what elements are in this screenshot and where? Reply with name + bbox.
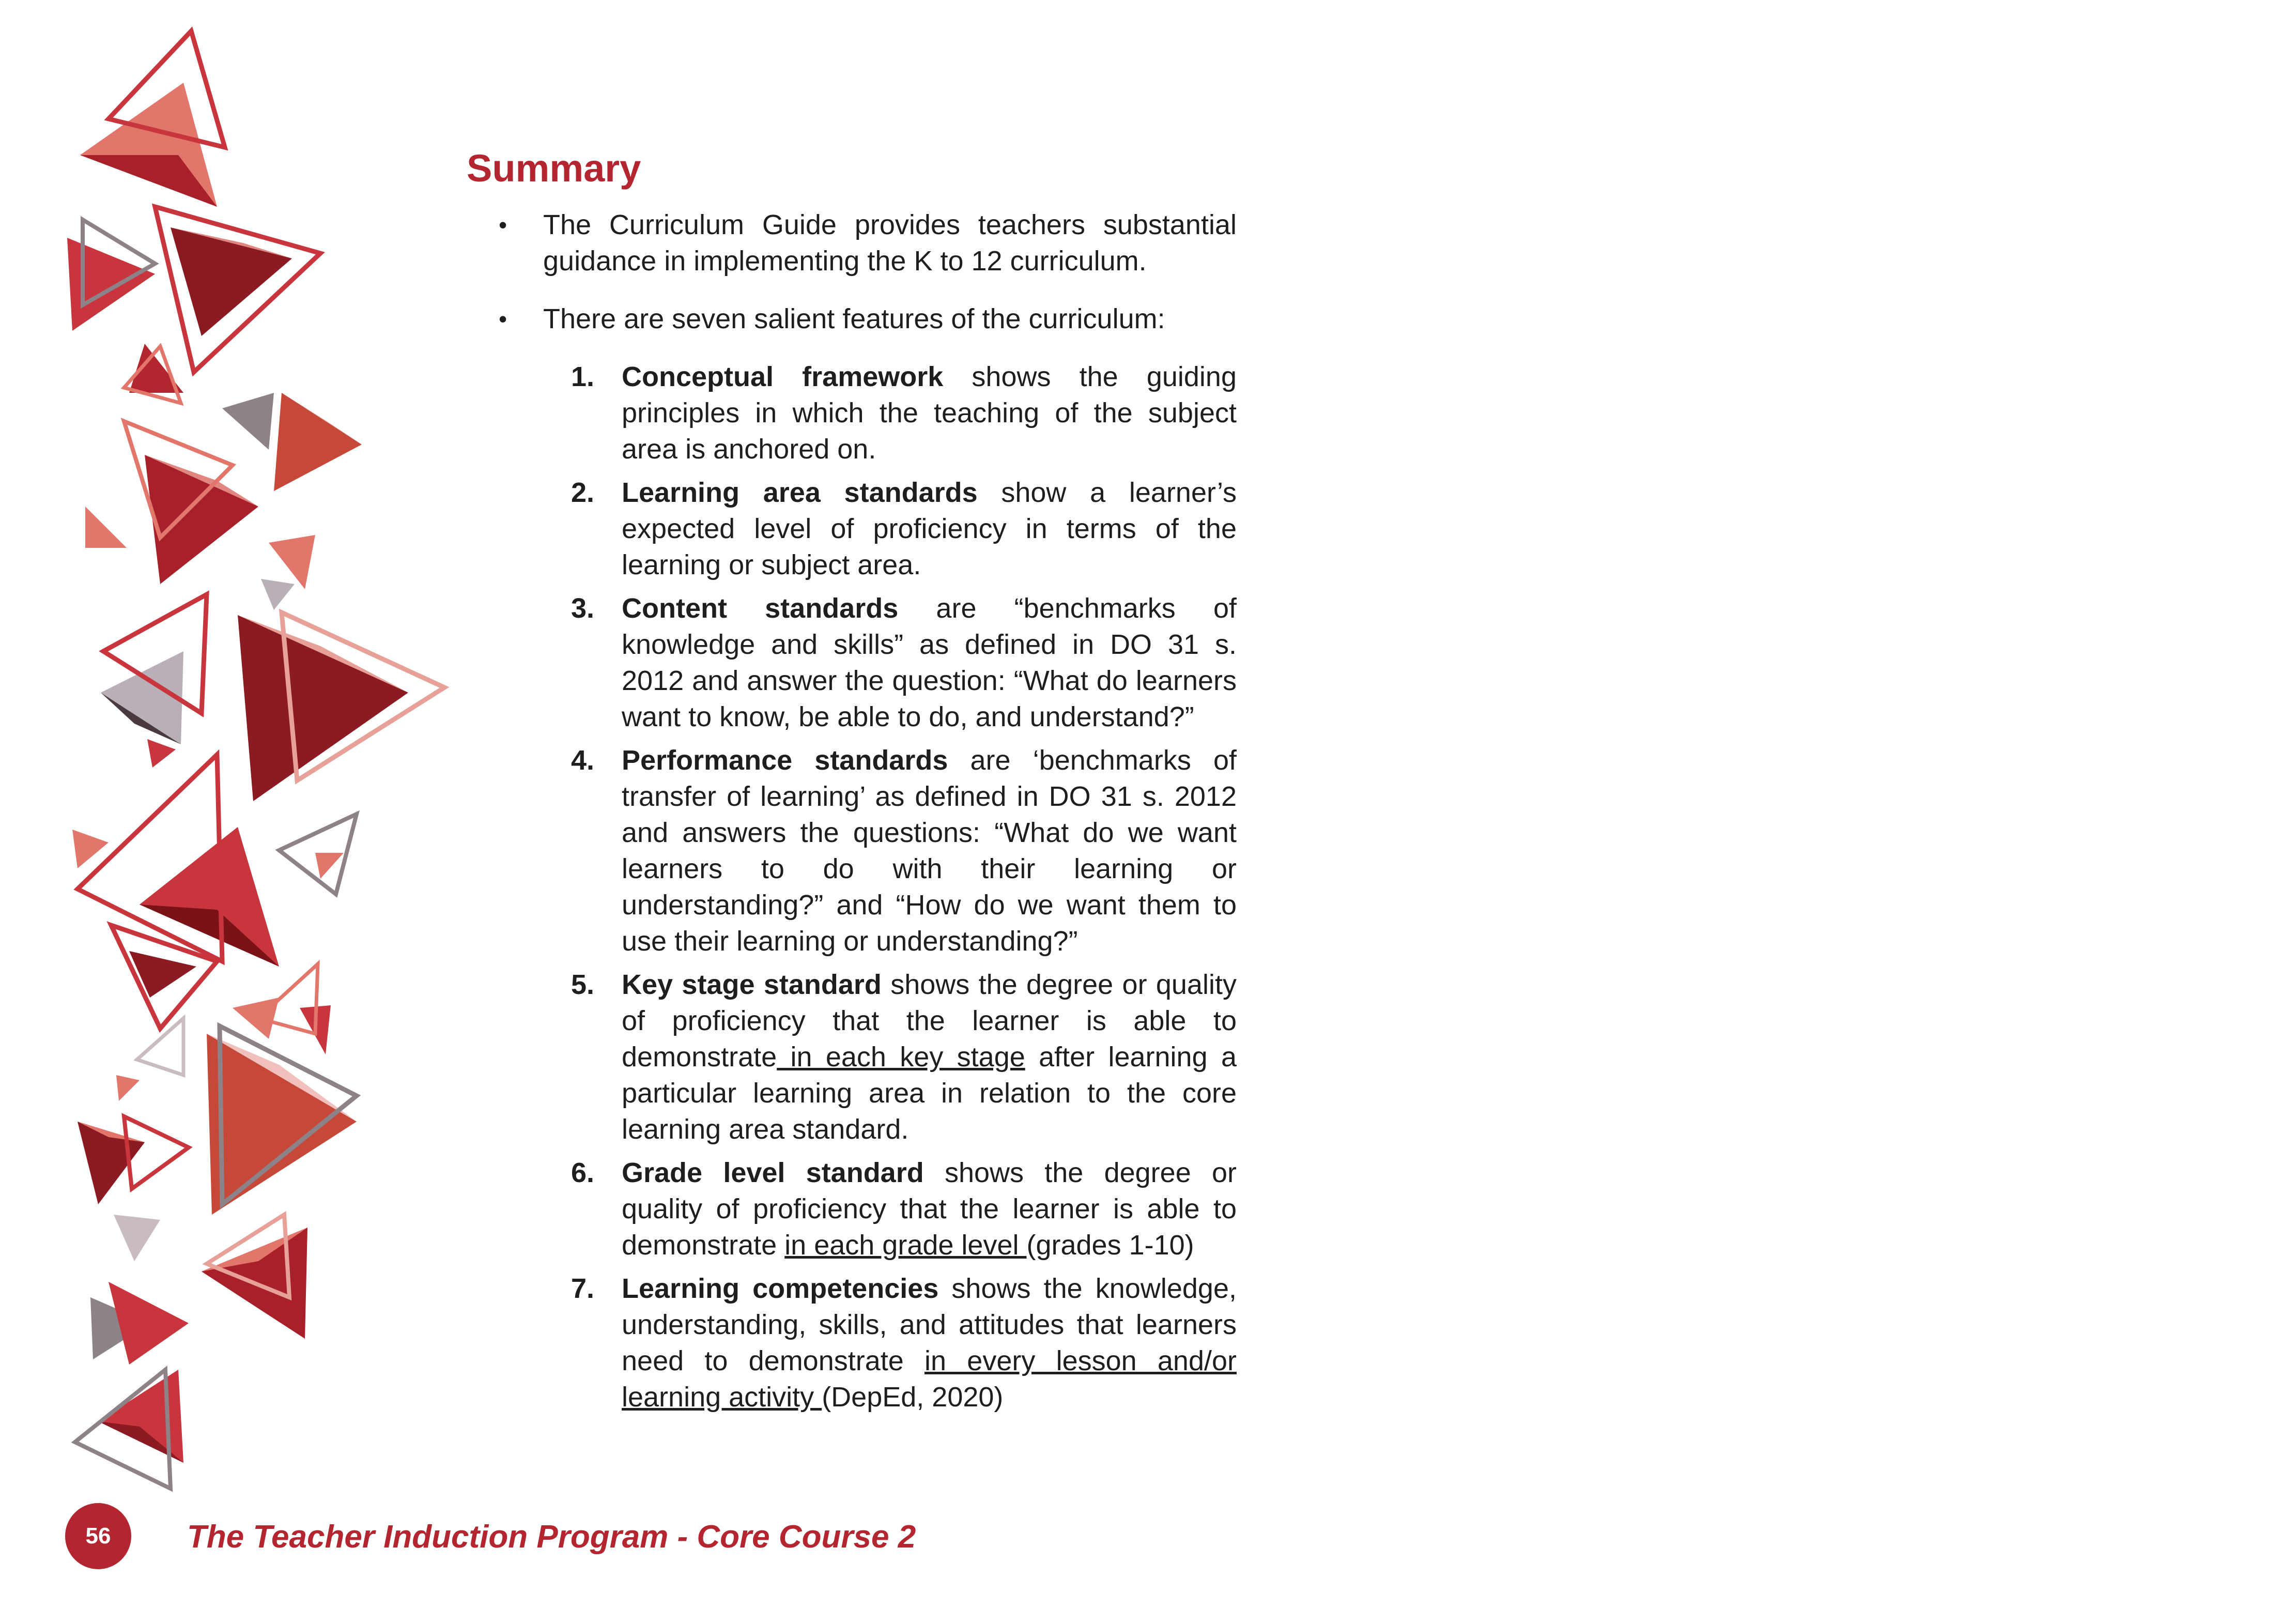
features-list bbox=[571, 359, 1237, 1415]
bullet-item bbox=[467, 207, 1237, 279]
feature-description bbox=[622, 359, 1237, 467]
feature-number: 2. bbox=[571, 477, 595, 508]
feature-description bbox=[622, 742, 1237, 959]
bullet-text: The Curriculum Guide provides teachers substantial guidance in implementing the K to 12 curriculum. bbox=[543, 209, 1237, 277]
page-heading: Summary bbox=[467, 147, 641, 190]
feature-number: 7. bbox=[571, 1273, 595, 1304]
feature-text: shows the degree or quality of proficiency that the learner is able to demonstrate bbox=[622, 969, 1237, 1073]
feature-text: are “benchmarks of knowledge and skills” as defined in DO 31 s. 2012 and answer the question: “What do learners want to know, be able to do, and understand?” bbox=[622, 593, 1237, 732]
feature-item bbox=[571, 742, 1237, 959]
feature-text: show a learner’s expected level of proficiency in terms of the learning or subject area. bbox=[622, 477, 1237, 580]
feature-item bbox=[571, 1270, 1237, 1415]
feature-text: (grades 1-10) bbox=[1026, 1230, 1194, 1261]
feature-text: shows the knowledge, understanding, skills, and attitudes that learners need to demonstrate bbox=[622, 1273, 1237, 1376]
feature-description bbox=[622, 967, 1237, 1147]
feature-number: 6. bbox=[571, 1157, 595, 1188]
footer-title: The Teacher Induction Program - Core Course 2 bbox=[187, 1519, 916, 1555]
feature-term: Learning area standards bbox=[622, 477, 978, 508]
feature-item bbox=[571, 590, 1237, 735]
feature-item bbox=[571, 474, 1237, 583]
page-number-badge bbox=[65, 1503, 131, 1569]
feature-description bbox=[622, 474, 1237, 583]
feature-term: Conceptual framework bbox=[622, 361, 944, 392]
feature-description bbox=[622, 1270, 1237, 1415]
bullet-item bbox=[467, 301, 1237, 337]
bullet-text: There are seven salient features of the curriculum: bbox=[543, 303, 1165, 334]
bullet-marker: • bbox=[499, 305, 507, 332]
summary-content bbox=[467, 207, 1237, 1422]
feature-item bbox=[571, 1155, 1237, 1263]
feature-term: Learning competencies bbox=[622, 1273, 939, 1304]
underlined-phrase: in each key stage bbox=[777, 1041, 1025, 1073]
feature-item bbox=[571, 967, 1237, 1147]
feature-description bbox=[622, 590, 1237, 735]
feature-number: 4. bbox=[571, 745, 595, 776]
feature-text: shows the degree or quality of proficiency that the learner is able to demonstrate bbox=[622, 1157, 1237, 1261]
feature-term: Key stage standard bbox=[622, 969, 882, 1000]
feature-description bbox=[622, 1155, 1237, 1263]
feature-term: Grade level standard bbox=[622, 1157, 924, 1188]
feature-number: 1. bbox=[571, 361, 595, 392]
feature-text: shows the guiding principles in which the teaching of the subject area is anchored on. bbox=[622, 361, 1237, 465]
feature-text: are ‘benchmarks of transfer of learning’ as defined in DO 31 s. 2012 and answers the questions: “What do we want learners to do with their learning or understanding?” and “How do we want them to use their learning or understanding?” bbox=[622, 745, 1237, 957]
page-number: 56 bbox=[85, 1523, 111, 1549]
feature-text: (DepEd, 2020) bbox=[822, 1382, 1004, 1413]
underlined-phrase: in every lesson and/or learning activity bbox=[622, 1345, 1237, 1413]
decorative-triangles bbox=[0, 0, 465, 1624]
feature-item bbox=[571, 359, 1237, 467]
feature-term: Performance standards bbox=[622, 745, 948, 776]
underlined-phrase: in each grade level bbox=[784, 1230, 1027, 1261]
bullet-marker: • bbox=[499, 211, 507, 238]
feature-text: after learning a particular learning area in relation to the core learning area standard. bbox=[622, 1041, 1237, 1145]
feature-number: 3. bbox=[571, 593, 595, 624]
feature-number: 5. bbox=[571, 969, 595, 1000]
feature-term: Content standards bbox=[622, 593, 899, 624]
